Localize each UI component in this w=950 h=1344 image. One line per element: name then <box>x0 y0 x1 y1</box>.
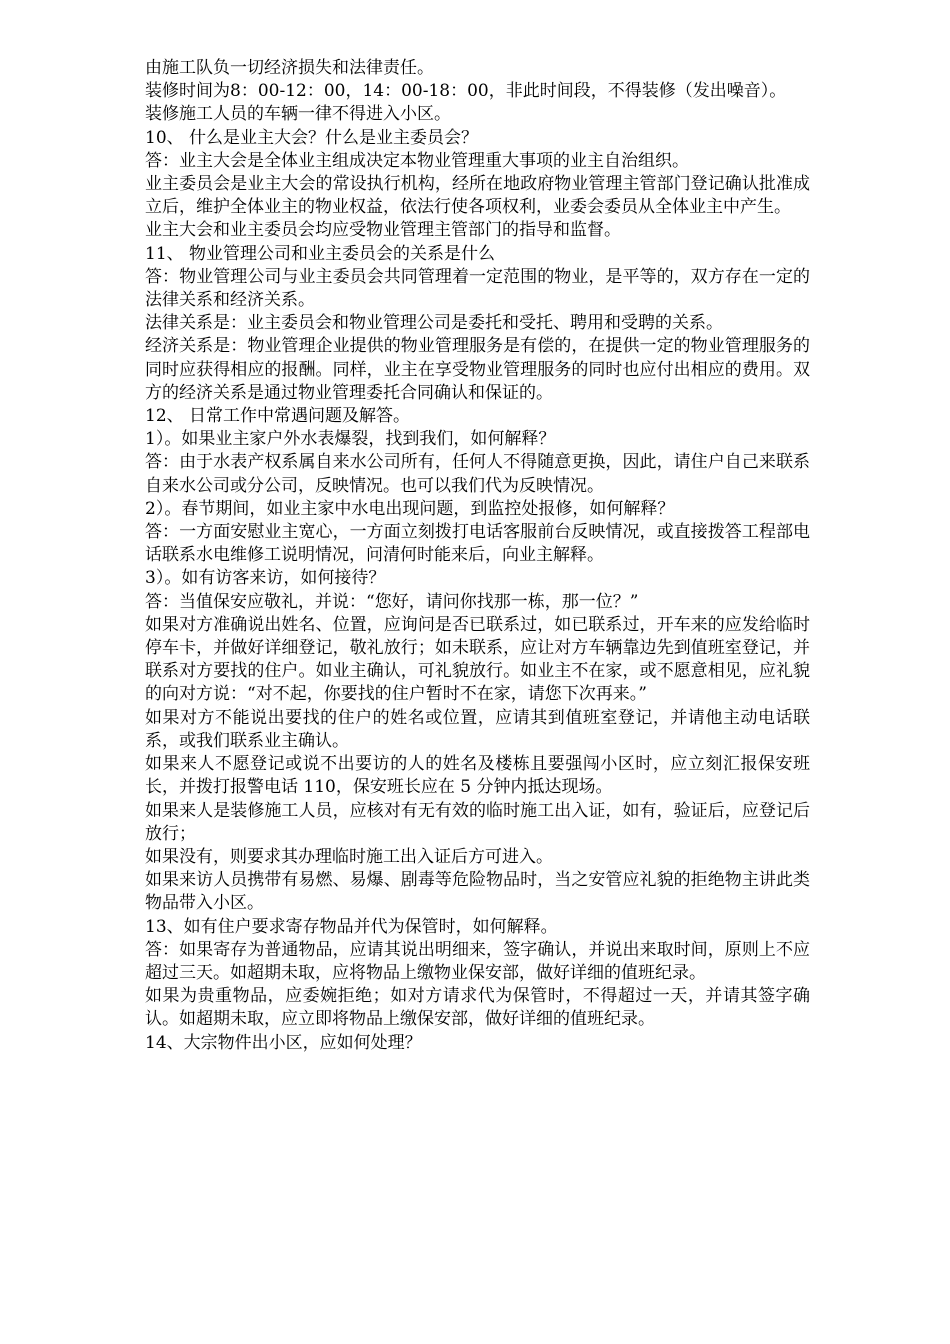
sub-question: 2）。春节期间，如业主家中水电出现问题，到监控处报修，如何解释？ <box>145 498 675 519</box>
paragraph: 法律关系是：业主委员会和物业管理公司是委托和受托、聘用和受聘的关系。 <box>145 313 723 334</box>
question-heading: 10、 什么是业主大会？什么是业主委员会？ <box>145 127 479 148</box>
question-heading: 13、如有住户要求寄存物品并代为保管时，如何解释。 <box>145 916 558 937</box>
paragraph: 如果对方准确说出姓名、位置，应询问是否已联系过，如已联系过，开车来的应发给临时停车卡，并做好详细登记，敬礼放行；如未联系，应让对方车辆靠边先到值班室登记，并联系对方要找的住户。如业主确认，可礼貌放行。如业主不在家，或不愿意相见，应礼貌的向对方说：“对不起，你要找的住户暂时不在家，请您下次再来。” <box>145 614 810 705</box>
paragraph: 如果没有，则要求其办理临时施工出入证后方可进入。 <box>145 846 553 867</box>
paragraph: 业主大会和业主委员会均应受物业管理主管部门的指导和监督。 <box>145 220 621 241</box>
paragraph: 由施工队负一切经济损失和法律责任。 <box>145 58 434 78</box>
answer-paragraph: 答：业主大会是全体业主组成决定本物业管理重大事项的业主自治组织。 <box>145 150 689 171</box>
paragraph: 如果来人是装修施工人员，应核对有无有效的临时施工出入证，如有，验证后，应登记后放行； <box>145 800 810 844</box>
paragraph: 业主委员会是业主大会的常设执行机构，经所在地政府物业管理主管部门登记确认批准成立后，维护全体业主的物业权益，依法行使各项权利，业委会委员从全体业主中产生。 <box>145 174 810 218</box>
paragraph: 装修施工人员的车辆一律不得进入小区。 <box>145 104 451 125</box>
sub-question: 1）。如果业主家户外水表爆裂，找到我们，如何解释？ <box>145 429 556 450</box>
paragraph: 经济关系是：物业管理企业提供的物业管理服务是有偿的，在提供一定的物业管理服务的同时应获得相应的报酬。同样，业主在享受物业管理服务的同时也应付出相应的费用。双方的经济关系是通过物业管理委托合同确认和保证的。 <box>145 336 810 403</box>
sub-question: 3）。如有访客来访，如何接待？ <box>145 568 386 589</box>
answer-paragraph: 答：当值保安应敬礼，并说：“您好，请问你找那一栋，那一位？” <box>145 591 639 612</box>
paragraph: 如果来人不愿登记或说不出要访的人的姓名及楼栋且要强闯小区时，应立刻汇报保安班长，并拨打报警电话 110，保安班长应在 5 分钟内抵达现场。 <box>145 754 810 798</box>
paragraph: 如果对方不能说出要找的住户的姓名或位置，应请其到值班室登记，并请他主动电话联系，或我们联系业主确认。 <box>145 707 810 751</box>
paragraph: 装修时间为8：00-12：00，14：00-18：00，非此时间段，不得装修（发出噪音）。 <box>145 81 787 102</box>
question-heading: 11、 物业管理公司和业主委员会的关系是什么 <box>145 243 496 264</box>
document-body <box>145 57 810 1055</box>
answer-paragraph: 答：一方面安慰业主宽心，一方面立刻拨打电话客服前台反映情况，或直接拨答工程部电话联系水电维修工说明情况，问清何时能来后，向业主解释。 <box>145 522 810 566</box>
answer-paragraph: 答：由于水表产权系属自来水公司所有，任何人不得随意更换，因此，请住户自己来联系自来水公司或分公司，反映情况。也可以我们代为反映情况。 <box>145 452 810 496</box>
paragraph: 如果为贵重物品，应委婉拒绝；如对方请求代为保管时，不得超过一天，并请其签字确认。如超期未取，应立即将物品上缴保安部，做好详细的值班纪录。 <box>145 986 810 1030</box>
question-heading: 12、 日常工作中常遇问题及解答。 <box>145 406 411 427</box>
paragraph: 如果来访人员携带有易燃、易爆、剧毒等危险物品时，当之安管应礼貌的拒绝物主讲此类物品带入小区。 <box>145 870 810 914</box>
question-heading: 14、大宗物件出小区，应如何处理？ <box>145 1032 422 1053</box>
answer-paragraph: 答：物业管理公司与业主委员会共同管理着一定范围的物业，是平等的，双方存在一定的法律关系和经济关系。 <box>145 266 810 311</box>
answer-paragraph: 答：如果寄存为普通物品，应请其说出明细来，签字确认，并说出来取时间，原则上不应超过三天。如超期未取，应将物品上缴物业保安部，做好详细的值班纪录。 <box>145 939 810 983</box>
